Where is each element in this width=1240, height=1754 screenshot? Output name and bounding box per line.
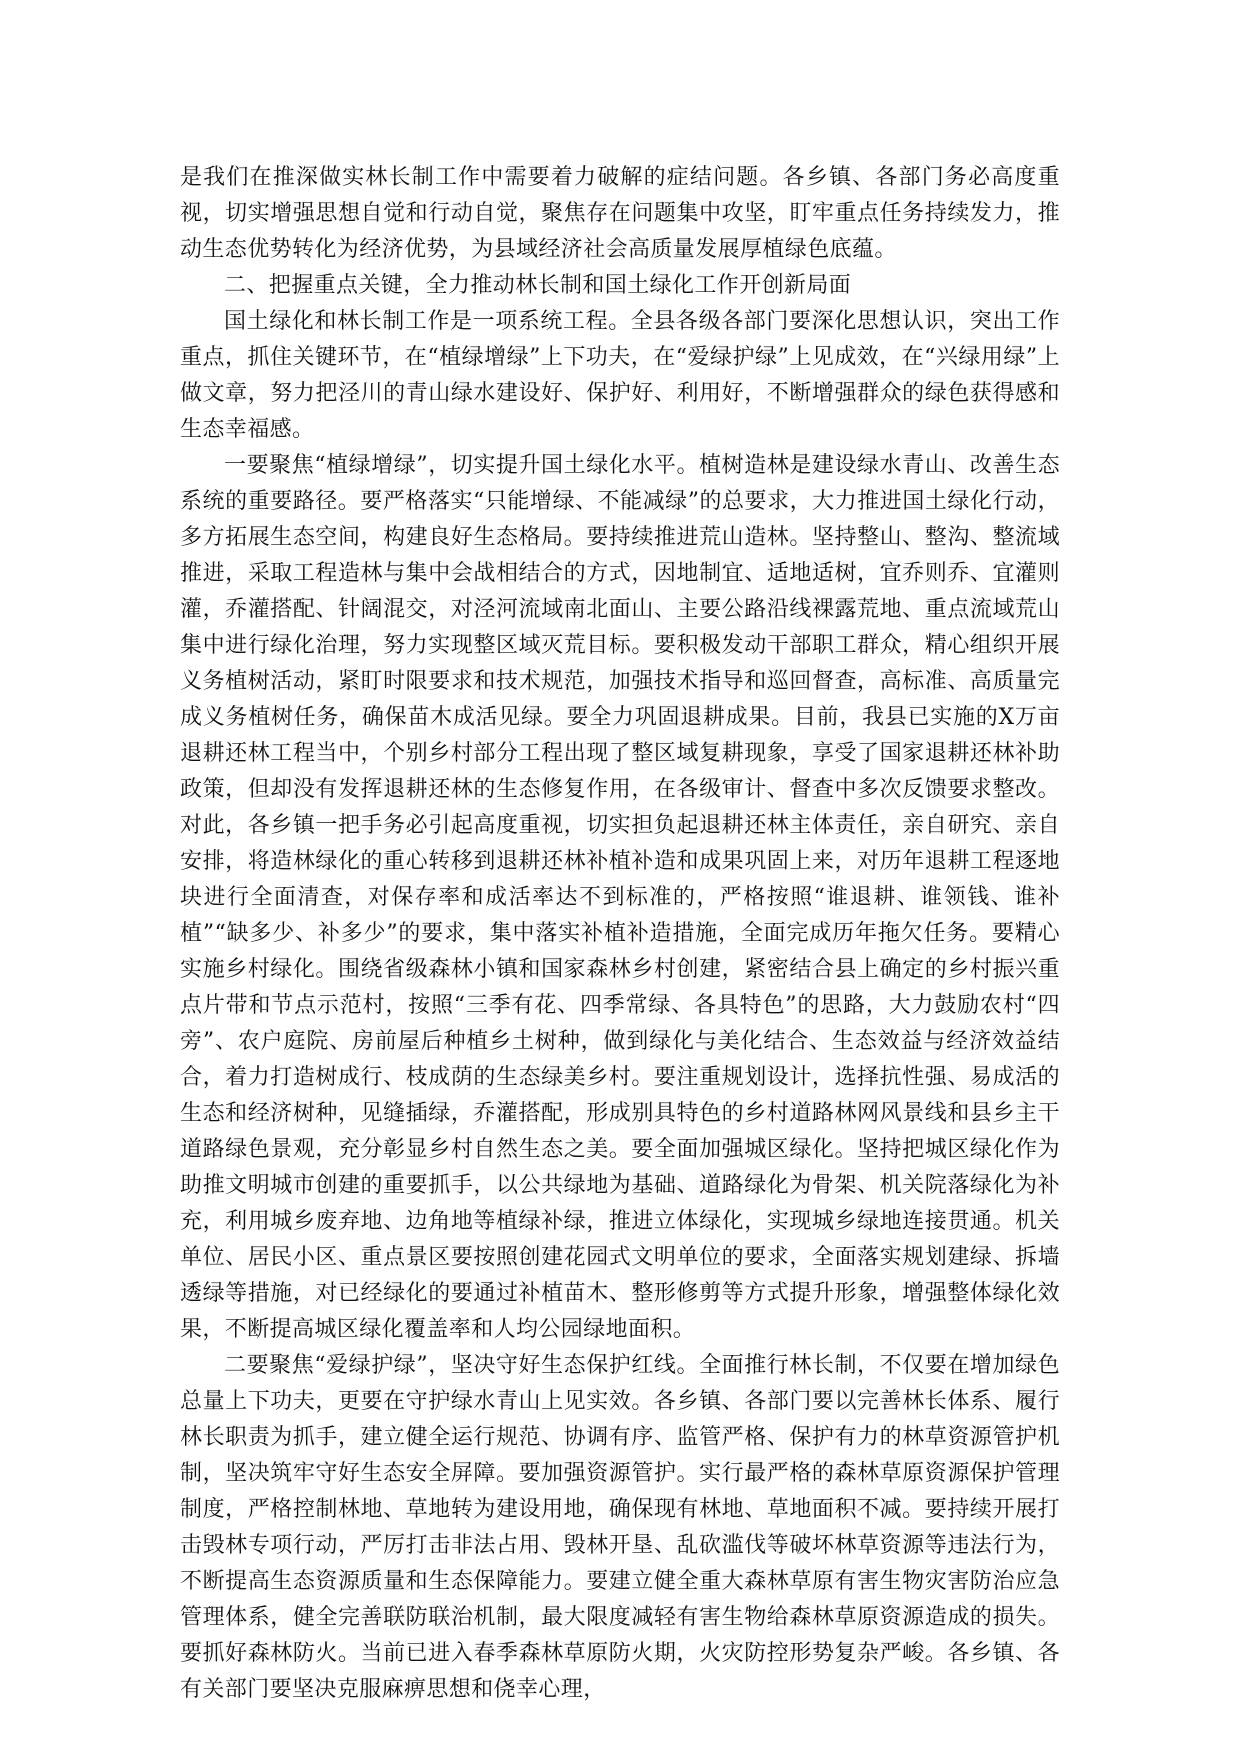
document-page [180,160,1060,1708]
paragraph-intro: 国土绿化和林长制工作是一项系统工程。全县各级各部门要深化思想认识，突出工作重点，抓住关键环节，在“植绿增绿”上下功夫，在“爱绿护绿”上见成效，在“兴绿用绿”上做文章，努力把泾川的青山绿水建设好、保护好、利用好，不断增强群众的绿色获得感和生态幸福感。 [180,309,1060,442]
paragraph-point-two: 二要聚焦“爱绿护绿”，坚决守好生态保护红线。全面推行林长制，不仅要在增加绿色总量上下功夫，更要在守护绿水青山上见实效。各乡镇、各部门要以完善林长体系、履行林长职责为抓手，建立健全运行规范、协调有序、监管严格、保护有力的林草资源管护机制，坚决筑牢守好生态安全屏障。要加强资源管护。实行最严格的森林草原资源保护管理制度，严格控制林地、草地转为建设用地，确保现有林地、草地面积不减。要持续开展打击毁林专项行动，严厉打击非法占用、毁林开垦、乱砍滥伐等破坏林草资源等违法行为，不断提高生态资源质量和生态保障能力。要建立健全重大森林草原有害生物灾害防治应急管理体系，健全完善联防联治机制，最大限度减轻有害生物给森林草原资源造成的损失。要抓好森林防火。当前已进入春季森林草原防火期，火灾防控形势复杂严峻。各乡镇、各有关部门要坚决克服麻痹思想和侥幸心理， [180,1353,1060,1702]
paragraph-point-one: 一要聚焦“植绿增绿”，切实提升国土绿化水平。植树造林是建设绿水青山、改善生态系统的重要路径。要严格落实“只能增绿、不能减绿”的总要求，大力推进国土绿化行动，多方拓展生态空间，构建良好生态格局。要持续推进荒山造林。坚持整山、整沟、整流域推进，采取工程造林与集中会战相结合的方式，因地制宜、适地适树，宜乔则乔、宜灌则灌，乔灌搭配、针阔混交，对泾河流域南北面山、主要公路沿线裸露荒地、重点流域荒山集中进行绿化治理，努力实现整区域灭荒目标。要积极发动干部职工群众，精心组织开展义务植树活动，紧盯时限要求和技术规范，加强技术指导和巡回督查，高标准、高质量完成义务植树任务，确保苗木成活见绿。要全力巩固退耕成果。目前，我县已实施的X万亩退耕还林工程当中，个别乡村部分工程出现了整区域复耕现象，享受了国家退耕还林补助政策，但却没有发挥退耕还林的生态修复作用，在各级审计、督查中多次反馈要求整改。对此，各乡镇一把手务必引起高度重视，切实担负起退耕还林主体责任，亲自研究、亲自安排，将造林绿化的重心转移到退耕还林补植补造和成果巩固上来，对历年退耕工程逐地块进行全面清查，对保存率和成活率达不到标准的，严格按照“谁退耕、谁领钱、谁补植”“缺多少、补多少”的要求，集中落实补植补造措施，全面完成历年拖欠任务。要精心实施乡村绿化。围绕省级森林小镇和国家森林乡村创建，紧密结合县上确定的乡村振兴重点片带和节点示范村，按照“三季有花、四季常绿、各具特色”的思路，大力鼓励农村“四旁”、农户庭院、房前屋后种植乡土树种，做到绿化与美化结合、生态效益与经济效益结合，着力打造树成行、枝成荫的生态绿美乡村。要注重规划设计，选择抗性强、易成活的生态和经济树种，见缝插绿，乔灌搭配，形成别具特色的乡村道路林网风景线和县乡主干道路绿色景观，充分彰显乡村自然生态之美。要全面加强城区绿化。坚持把城区绿化作为助推文明城市创建的重要抓手，以公共绿地为基础、道路绿化为骨架、机关院落绿化为补充，利用城乡废弃地、边角地等植绿补绿，推进立体绿化，实现城乡绿地连接贯通。机关单位、居民小区、重点景区要按照创建花园式文明单位的要求，全面落实规划建绿、拆墙透绿等措施，对已经绿化的要通过补植苗木、整形修剪等方式提升形象，增强整体绿化效果，不断提高城区绿化覆盖率和人均公园绿地面积。 [180,453,1060,1342]
paragraph-continuation: 是我们在推深做实林长制工作中需要着力破解的症结问题。各乡镇、各部门务必高度重视，切实增强思想自觉和行动自觉，聚焦存在问题集中攻坚，盯牢重点任务持续发力，推动生态优势转化为经济优势，为县域经济社会高质量发展厚植绿色底蕴。 [180,165,1060,262]
section-heading: 二、把握重点关键，全力推动林长制和国土绿化工作开创新局面 [224,273,852,298]
